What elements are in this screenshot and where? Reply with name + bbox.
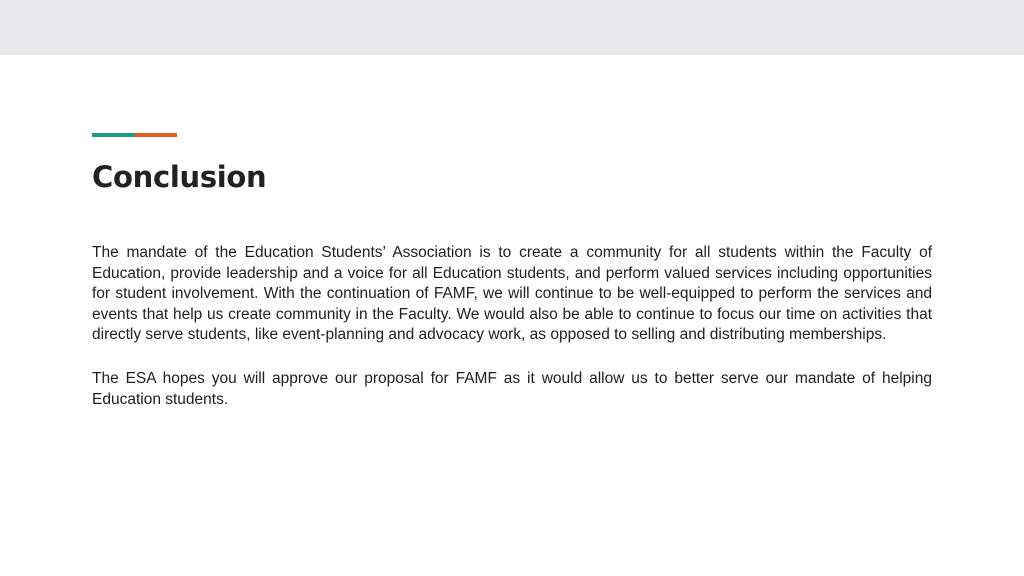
title-accent-bar (92, 133, 177, 137)
accent-bar-teal (92, 133, 135, 137)
top-band (0, 0, 1024, 55)
paragraph-mandate: The mandate of the Education Students’ Association is to create a community for all students within the Faculty of Education, provide leadership and a voice for all Education students, and perform valued services including opportunities for student involvement. With the continuation of FAMF, we will continue to be well-equipped to perform the services and events that help us create community in the Faculty. We would also be able to continue to focus our time on activities that directly serve students, like event-planning and advocacy work, as opposed to selling and distributing memberships. (92, 244, 932, 344)
paragraph-proposal: The ESA hopes you will approve our proposal for FAMF as it would allow us to better serve our mandate of helping Education students. (92, 369, 932, 408)
slide-body (92, 243, 932, 433)
accent-bar-orange (135, 133, 177, 137)
slide-title: Conclusion (92, 160, 267, 194)
